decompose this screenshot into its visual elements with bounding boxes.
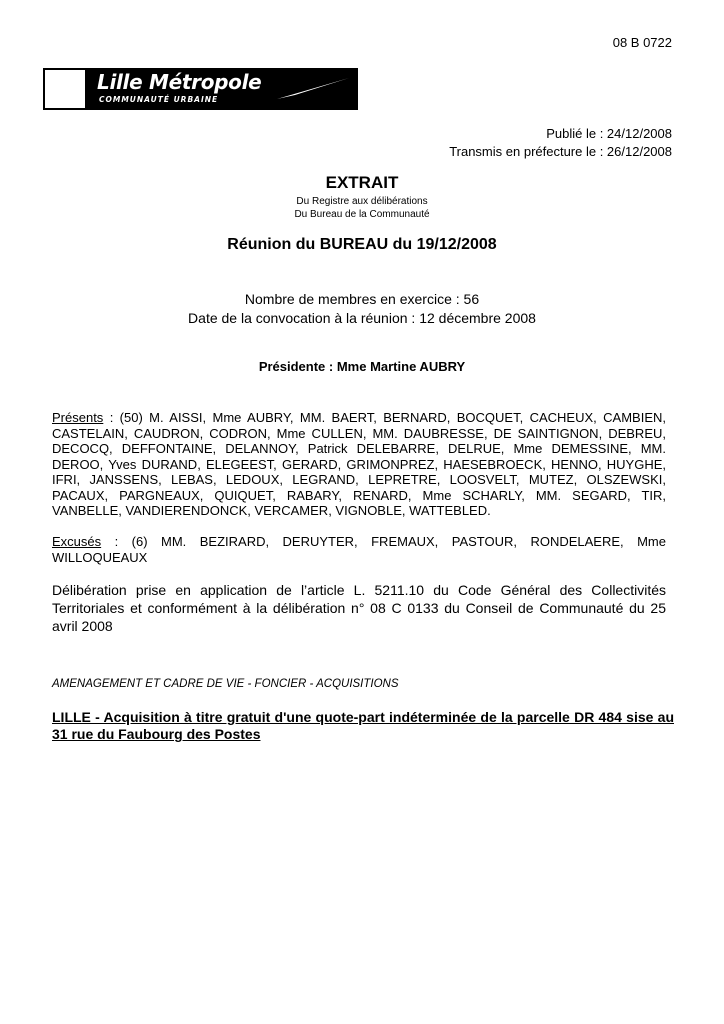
logo-swoosh-icon bbox=[275, 76, 351, 102]
present-label: Présents bbox=[52, 410, 104, 425]
lille-metropole-logo bbox=[43, 68, 358, 110]
deliberation-text: Délibération prise en application de l’article L. 5211.10 du Code Général des Collectivités Territoriales et conformément à la délibération n° 08 C 0133 du Conseil de Communauté du 25 avril 2008 bbox=[52, 582, 666, 634]
registry-line-1: Du Registre aux délibérations bbox=[296, 196, 428, 207]
section-heading: AMENAGEMENT ET CADRE DE VIE - FONCIER - ACQUISITIONS bbox=[52, 678, 399, 690]
president: Présidente : Mme Martine AUBRY bbox=[258, 359, 466, 374]
transmitted-date: Transmis en préfecture le : 26/12/2008 bbox=[449, 144, 672, 159]
published-date: Publié le : 24/12/2008 bbox=[546, 126, 672, 141]
excused-list: : (6) MM. BEZIRARD, DERUYTER, FREMAUX, PASTOUR, RONDELAERE, Mme WILLOQUEAUX bbox=[52, 534, 666, 565]
convocation-date: Date de la convocation à la réunion : 12 décembre 2008 bbox=[188, 310, 536, 326]
document-reference: 08 B 0722 bbox=[612, 35, 672, 50]
logo-white-box bbox=[45, 70, 85, 108]
meeting-title: Réunion du BUREAU du 19/12/2008 bbox=[227, 236, 497, 253]
registry-info bbox=[0, 195, 724, 221]
meeting-details bbox=[0, 290, 724, 328]
present-members bbox=[52, 410, 666, 519]
excused-label: Excusés bbox=[52, 534, 102, 549]
publication-info bbox=[449, 125, 672, 161]
excused-members bbox=[52, 534, 666, 565]
registry-line-2: Du Bureau de la Communauté bbox=[294, 209, 430, 220]
logo-subtitle: COMMUNAUTÉ URBAINE bbox=[99, 95, 219, 104]
members-count: Nombre de membres en exercice : 56 bbox=[244, 291, 480, 307]
subject-title: LILLE - Acquisition à titre gratuit d'une quote-part indéterminée de la parcelle DR 484 sise au 31 rue du Faubourg des Postes bbox=[52, 709, 674, 742]
present-list: : (50) M. AISSI, Mme AUBRY, MM. BAERT, BERNARD, BOCQUET, CACHEUX, CAMBIEN, CASTELAIN, CAUDRON, CODRON, Mme CULLEN, MM. DAUBRESSE, DE SAINTIGNON, DEBREU, DECOCQ, DEFFONTAINE, DELANNOY, Patrick DELEBARRE, DELRUE, Mme DEMESSINE, MM. DEROO, Yves DURAND, ELEGEEST, GERARD, GRIMONPREZ, HAESEBROECK, HENNO, HUYGHE, IFRI, JANSSENS, LEBAS, LEDOUX, LEGRAND, LEPRETRE, LOOSVELT, MUTEZ, OLSZEWSKI, PACAUX, PARGNEAUX, QUIQUET, RABARY, RENARD, Mme SCHARLY, MM. SEGARD, TIR, VANBELLE, VANDIERENDONCK, VERCAMER, VIGNOBLE, WATTEBLED. bbox=[52, 410, 666, 518]
logo-name: Lille Métropole bbox=[97, 70, 262, 94]
document-title: EXTRAIT bbox=[325, 173, 399, 192]
